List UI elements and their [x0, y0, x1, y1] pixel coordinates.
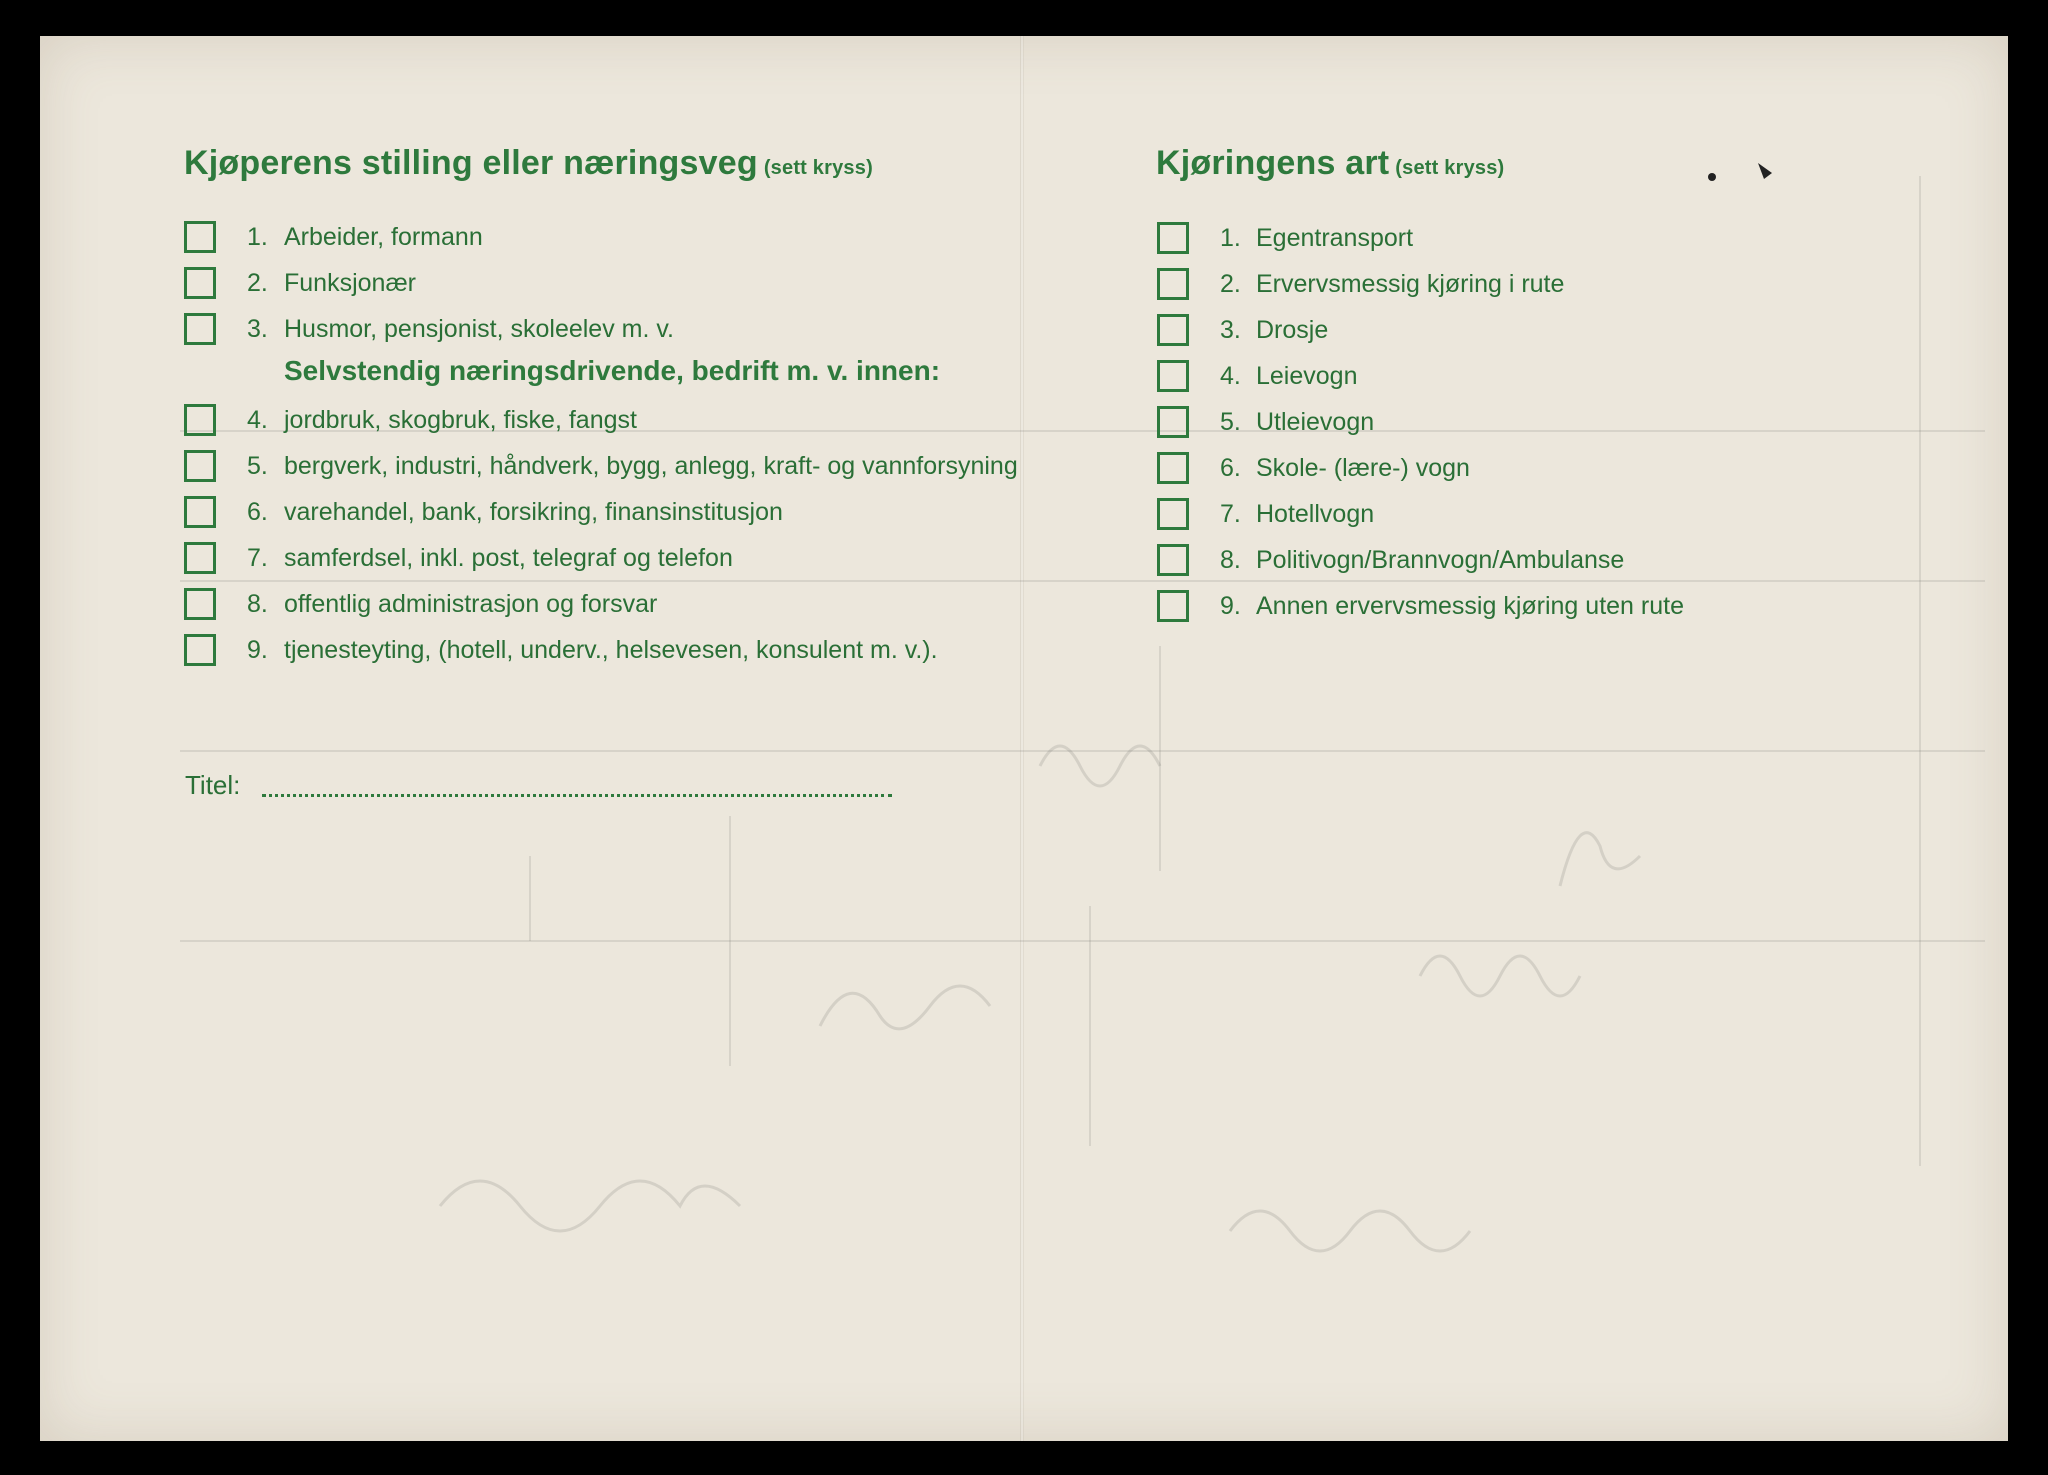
option-label: jordbruk, skogbruk, fiske, fangst: [284, 406, 637, 434]
option-number: 7.: [247, 544, 268, 572]
checkbox[interactable]: [184, 267, 216, 299]
option-number: 5.: [247, 452, 268, 480]
checkbox[interactable]: [1157, 222, 1189, 254]
option-label: varehandel, bank, forsikring, finansinstitusjon: [284, 498, 783, 526]
right-section-heading: [1156, 144, 1504, 183]
option-label: Annen ervervsmessig kjøring uten rute: [1256, 592, 1684, 620]
right-heading-text: Kjøringens art: [1156, 144, 1390, 182]
option-number: 1.: [1220, 224, 1241, 252]
option-number: 5.: [1220, 408, 1241, 436]
checkbox[interactable]: [1157, 498, 1189, 530]
checkbox[interactable]: [1157, 268, 1189, 300]
option-number: 2.: [247, 269, 268, 297]
checkbox[interactable]: [184, 221, 216, 253]
self-employed-subheading: Selvstendig næringsdrivende, bedrift m. v. innen:: [284, 355, 941, 386]
option-label: Arbeider, formann: [284, 223, 483, 251]
checkbox[interactable]: [184, 542, 216, 574]
option-label: Husmor, pensjonist, skoleelev m. v.: [284, 315, 674, 343]
option-label: Ervervsmessig kjøring i rute: [1256, 270, 1565, 298]
checkbox[interactable]: [184, 313, 216, 345]
checkbox[interactable]: [184, 634, 216, 666]
option-number: 4.: [247, 406, 268, 434]
option-label: Drosje: [1256, 316, 1329, 344]
option-number: 9.: [1220, 592, 1241, 620]
option-number: 6.: [1220, 454, 1241, 482]
right-heading-note: (sett kryss): [1395, 157, 1505, 179]
checkbox[interactable]: [1157, 590, 1189, 622]
checkbox[interactable]: [184, 404, 216, 436]
checkbox[interactable]: [1157, 360, 1189, 392]
ink-speck: [1700, 155, 1790, 195]
option-label: Politivogn/Brannvogn/Ambulanse: [1256, 546, 1625, 574]
checkbox[interactable]: [1157, 314, 1189, 346]
option-label: Utleievogn: [1256, 408, 1375, 436]
option-label: samferdsel, inkl. post, telegraf og telefon: [284, 544, 733, 572]
checkbox[interactable]: [184, 496, 216, 528]
option-number: 1.: [247, 223, 268, 251]
checkbox[interactable]: [184, 588, 216, 620]
option-number: 3.: [1220, 316, 1241, 344]
option-number: 8.: [1220, 546, 1241, 574]
option-number: 6.: [247, 498, 268, 526]
option-number: 3.: [247, 315, 268, 343]
option-label: offentlig administrasjon og forsvar: [284, 590, 658, 618]
option-number: 4.: [1220, 362, 1241, 390]
option-label: bergverk, industri, håndverk, bygg, anlegg, kraft- og vannforsyning: [284, 452, 1018, 480]
option-number: 8.: [247, 590, 268, 618]
option-number: 9.: [247, 636, 268, 664]
option-number: 2.: [1220, 270, 1241, 298]
checkbox[interactable]: [1157, 452, 1189, 484]
checkbox[interactable]: [1157, 544, 1189, 576]
option-label: Funksjonær: [284, 269, 416, 297]
option-label: Leievogn: [1256, 362, 1358, 390]
option-label: Egentransport: [1256, 224, 1414, 252]
left-section-heading: [184, 144, 873, 183]
checkbox[interactable]: [184, 450, 216, 482]
option-label: Skole- (lære-) vogn: [1256, 454, 1470, 482]
titel-label: Titel:: [185, 770, 241, 800]
titel-field[interactable]: [262, 790, 892, 797]
option-label: tjenesteyting, (hotell, underv., helsevesen, konsulent m. v.).: [284, 636, 938, 664]
option-number: 7.: [1220, 500, 1241, 528]
checkbox[interactable]: [1157, 406, 1189, 438]
left-heading-note: (sett kryss): [763, 157, 873, 179]
left-heading-text: Kjøperens stilling eller næringsveg: [184, 144, 758, 182]
option-label: Hotellvogn: [1256, 500, 1375, 528]
